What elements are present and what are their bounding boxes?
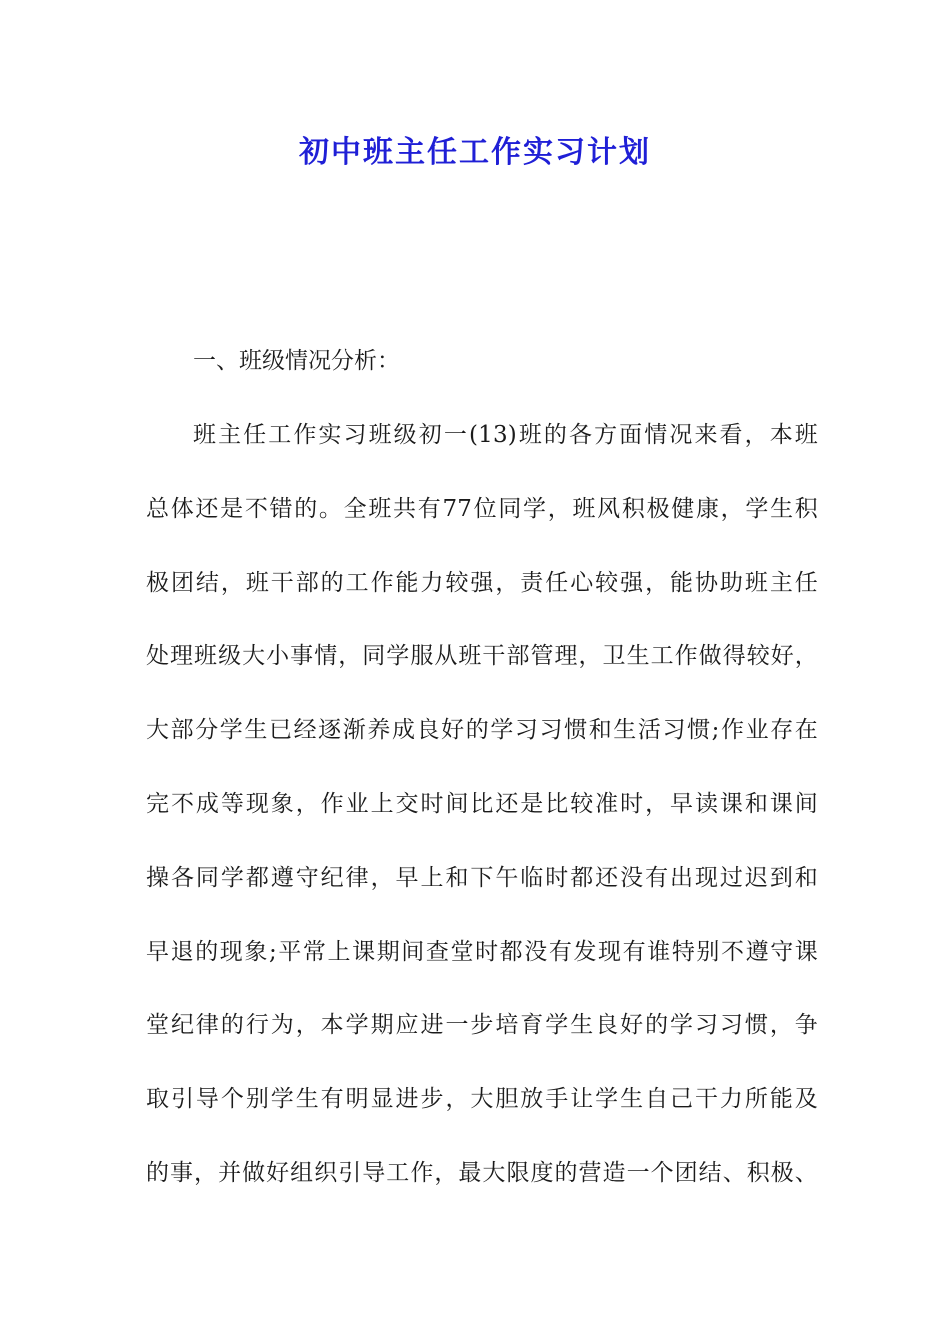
paragraph-line: 的事，并做好组织引导工作，最大限度的营造一个团结、积极、 (146, 1159, 818, 1186)
paragraph-line: 处理班级大小事情，同学服从班干部管理，卫生工作做得较好， (146, 643, 818, 670)
paragraph-line: 大部分学生已经逐渐养成良好的学习习惯和生活习惯;作业存在 (146, 717, 818, 744)
paragraph-line: 班主任工作实习班级初一(13)班的各方面情况来看，本班 (193, 422, 818, 448)
paragraph-line: 操各同学都遵守纪律，早上和下午临时都还没有出现过迟到和 (146, 864, 818, 891)
section-heading: 一、班级情况分析： (193, 348, 400, 374)
paragraph-line: 完不成等现象，作业上交时间比还是比较准时，早读课和课间 (146, 790, 818, 817)
document-title: 初中班主任工作实习计划 (299, 135, 651, 170)
paragraph-line: 总体还是不错的。全班共有77位同学，班风积极健康，学生积 (146, 495, 818, 522)
paragraph-line: 堂纪律的行为，本学期应进一步培育学生良好的学习习惯，争 (146, 1012, 818, 1039)
paragraph-line: 早退的现象;平常上课期间查堂时都没有发现有谁特别不遵守课 (146, 938, 818, 965)
paragraph-line: 取引导个别学生有明显进步，大胆放手让学生自己干力所能及 (146, 1086, 818, 1113)
paragraph-line: 极团结，班干部的工作能力较强，责任心较强，能协助班主任 (146, 569, 818, 596)
body-paragraph (146, 412, 818, 1224)
